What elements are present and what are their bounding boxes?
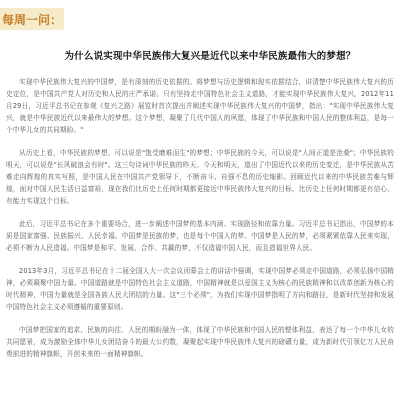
article-paragraph: 中国梦把国家的追求、民族的向往、人民的期盼融为一体，体现了中华民族和中国人民的整体利益，表达了每一个中华儿女的共同愿景，成为激励全体中华儿女团结奋斗的最大公约数，凝聚起实现中华民族伟大复兴的磅礴力量，成为新时代引领亿万人民奋勇前进的精神旗帜，开创未来的一面精神旗帜。: [6, 326, 394, 358]
banner-label: 每周一问：: [1, 12, 62, 27]
article-title: 为什么说实现中华民族伟大复兴是近代以来中华民族最伟大的梦想？: [64, 51, 356, 62]
article-paragraph: 从历史上看，中华民族的梦想，可以说是"饱受磨难而生"的梦想；中华民族的今天，可以说是"人间正道是沧桑"；中华民族的明天，可以说是"长风破浪会有时"。这三句诗词中华民族的昨天、今天和明天，道出了中国近代以来的历史变迁，是中华民族从苦难走向辉煌的真实写照，是中国人民在中国共产党领导下，不断奋斗、自强不息的历史缩影。回顾近代以来的中华民族苦难与辉煌，面对中国人民生活日益富裕，现在我们比历史上任何时期都更接近中华民族伟大复兴的目标，比历史上任何时期都更有信心、有能力实现这个目标。: [6, 149, 394, 205]
article-paragraph: 此后，习近平总书记在多个重要场合，进一步阐述中国梦的基本内涵、实现路径和依靠力量。习近平总书记指出，中国梦的本质是国家富强、民族振兴、人民幸福。中国梦是民族的梦，也是每个中国人的梦。中国梦是人民的梦，必须紧紧依靠人民来实现，必须不断为人民造福。中国梦是和平、发展、合作、共赢的梦，不仅造福中国人民，而且造福世界人民。: [6, 220, 394, 252]
article-body: [6, 76, 394, 371]
article-paragraph: 实现中华民族伟大复兴的中国梦，是有深刻的历史依据的。将梦想与历史逻辑和现实依据结合，讲清楚中华民族伟大复兴的历史定位，是中国共产党人对历史和人民的庄严承诺。只有坚持走中国特色社会主义道路，才能实现中华民族伟大复兴，2012年11月29日，习近平总书记在参观《复兴之路》展览时首次提出并阐述实现中华民族伟大复兴的中国梦，指出："实现中华民族伟大复兴，就是中华民族近代以来最伟大的梦想。这个梦想，凝聚了几代中国人的夙愿，体现了中华民族和中国人民的整体利益，是每一个中华儿女的共同期盼。": [6, 78, 394, 134]
weekly-question-banner: [0, 8, 64, 30]
article-paragraph: 2013年3月，习近平总书记在十二届全国人大一次会议闭幕会上的讲话中强调，实现中国梦必须走中国道路，必须弘扬中国精神，必须凝聚中国力量。中国道路就是中国特色社会主义道路，中国精神就是以爱国主义为核心的民族精神和以改革创新为核心的时代精神，中国力量就是全国各族人民大团结的力量。这"三个必须"，为我们实现中国梦指明了方向和路径，是新时代坚持和发展中国特色社会主义必须遵循的重要原则。: [6, 267, 394, 311]
